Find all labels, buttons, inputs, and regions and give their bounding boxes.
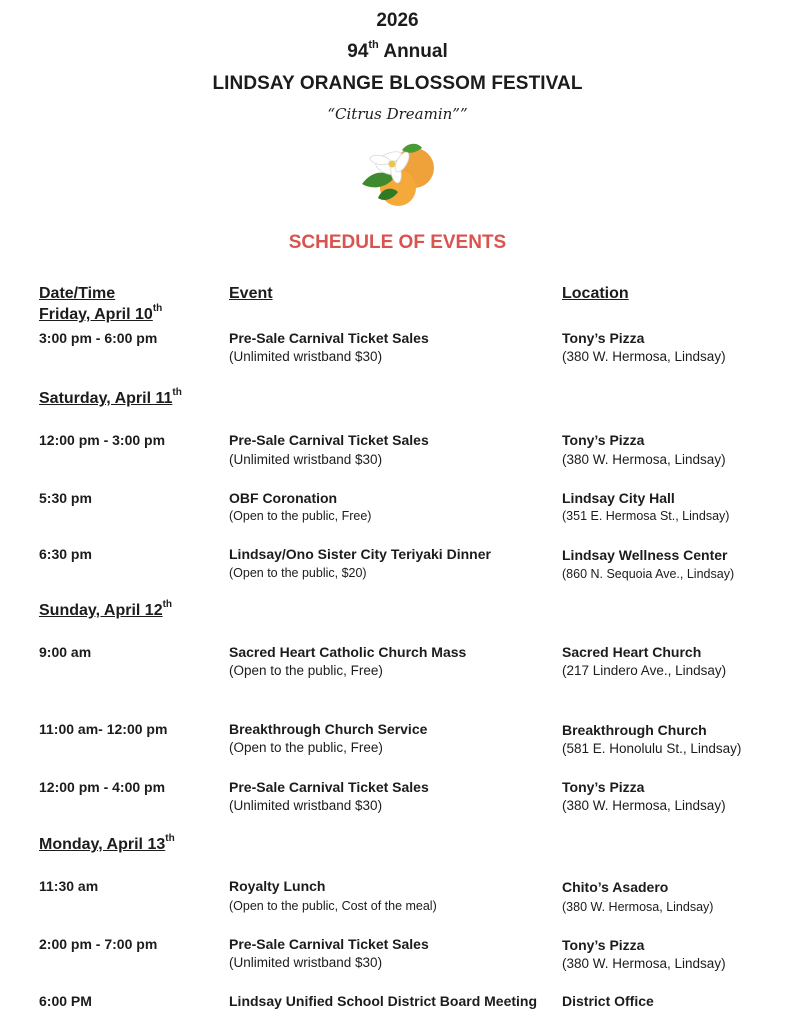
- event-detail: (Open to the public, Free): [229, 509, 372, 523]
- event-location: Tony’s Pizza: [562, 937, 645, 953]
- event-time: 2:00 pm - 7:00 pm: [39, 936, 158, 952]
- event-detail: (Unlimited wristband $30): [229, 349, 383, 364]
- event-time: 5:30 pm: [39, 490, 92, 506]
- event-title: Lindsay/Ono Sister City Teriyaki Dinner: [229, 546, 491, 562]
- event-address: (380 W. Hermosa, Lindsay): [562, 900, 714, 914]
- event-location: Breakthrough Church: [562, 722, 707, 738]
- event-title: Pre-Sale Carnival Ticket Sales: [229, 432, 429, 448]
- event-address: (380 W. Hermosa, Lindsay): [562, 956, 726, 971]
- event-title: Pre-Sale Carnival Ticket Sales: [229, 779, 429, 795]
- event-time: 3:00 pm - 6:00 pm: [39, 330, 158, 346]
- event-detail: (Open to the public, Free): [229, 663, 383, 678]
- event-title: Sacred Heart Catholic Church Mass: [229, 644, 467, 660]
- event-time: 12:00 pm - 3:00 pm: [39, 432, 166, 448]
- event-time: 6:30 pm: [39, 546, 92, 562]
- orange-blossom-icon: [356, 140, 440, 210]
- event-location: District Office: [562, 993, 654, 1009]
- event-time: 6:00 PM: [39, 993, 92, 1009]
- event-title: Royalty Lunch: [229, 878, 326, 894]
- event-location: Sacred Heart Church: [562, 644, 702, 660]
- event-detail: (Unlimited wristband $30): [229, 452, 383, 467]
- document-year: 2026: [376, 10, 419, 31]
- column-header-datetime: Date/Time: [39, 285, 116, 302]
- event-time: 12:00 pm - 4:00 pm: [39, 779, 166, 795]
- event-address: (217 Lindero Ave., Lindsay): [562, 663, 727, 678]
- event-location: Lindsay Wellness Center: [562, 547, 728, 563]
- column-header-location: Location: [562, 285, 629, 302]
- event-title: Breakthrough Church Service: [229, 721, 428, 737]
- event-title: Lindsay Unified School District Board Meeting: [229, 993, 538, 1009]
- annual-line: [0, 41, 795, 63]
- event-title: Pre-Sale Carnival Ticket Sales: [229, 330, 429, 346]
- event-time: 11:00 am- 12:00 pm: [39, 721, 168, 737]
- festival-title: LINDSAY ORANGE BLOSSOM FESTIVAL: [212, 73, 583, 94]
- event-time: 9:00 am: [39, 644, 92, 660]
- event-location: Chito’s Asadero: [562, 879, 669, 895]
- column-header-event: Event: [229, 285, 273, 302]
- event-location: Tony’s Pizza: [562, 779, 645, 795]
- event-time: 11:30 am: [39, 878, 99, 894]
- annual-number: 94: [347, 41, 369, 62]
- event-title: Pre-Sale Carnival Ticket Sales: [229, 936, 429, 952]
- event-address: (380 W. Hermosa, Lindsay): [562, 798, 726, 813]
- event-location: Tony’s Pizza: [562, 330, 645, 346]
- event-address: (581 E. Honolulu St., Lindsay): [562, 741, 742, 756]
- event-detail: (Open to the public, Free): [229, 740, 383, 755]
- event-address: (351 E. Hermosa St., Lindsay): [562, 509, 730, 523]
- event-detail: (Unlimited wristband $30): [229, 798, 383, 813]
- event-address: (860 N. Sequoia Ave., Lindsay): [562, 567, 735, 581]
- festival-theme: “Citrus Dreamin””: [327, 105, 468, 123]
- event-detail: (Unlimited wristband $30): [229, 955, 383, 970]
- annual-word: Annual: [378, 41, 448, 62]
- event-location: Tony’s Pizza: [562, 432, 645, 448]
- day-heading-monday: Monday, April 13th: [39, 833, 175, 853]
- event-location: Lindsay City Hall: [562, 490, 675, 506]
- annual-ordinal: th: [368, 39, 379, 51]
- event-detail: (Open to the public, $20): [229, 566, 367, 580]
- event-address: (380 W. Hermosa, Lindsay): [562, 349, 726, 364]
- event-detail: (Open to the public, Cost of the meal): [229, 899, 437, 913]
- day-heading-friday: Friday, April 10th: [39, 303, 163, 323]
- event-title: OBF Coronation: [229, 490, 338, 506]
- schedule-title: SCHEDULE OF EVENTS: [288, 232, 507, 253]
- event-address: (380 W. Hermosa, Lindsay): [562, 452, 726, 467]
- day-heading-sunday: Sunday, April 12th: [39, 599, 173, 619]
- day-heading-saturday: Saturday, April 11th: [39, 387, 182, 407]
